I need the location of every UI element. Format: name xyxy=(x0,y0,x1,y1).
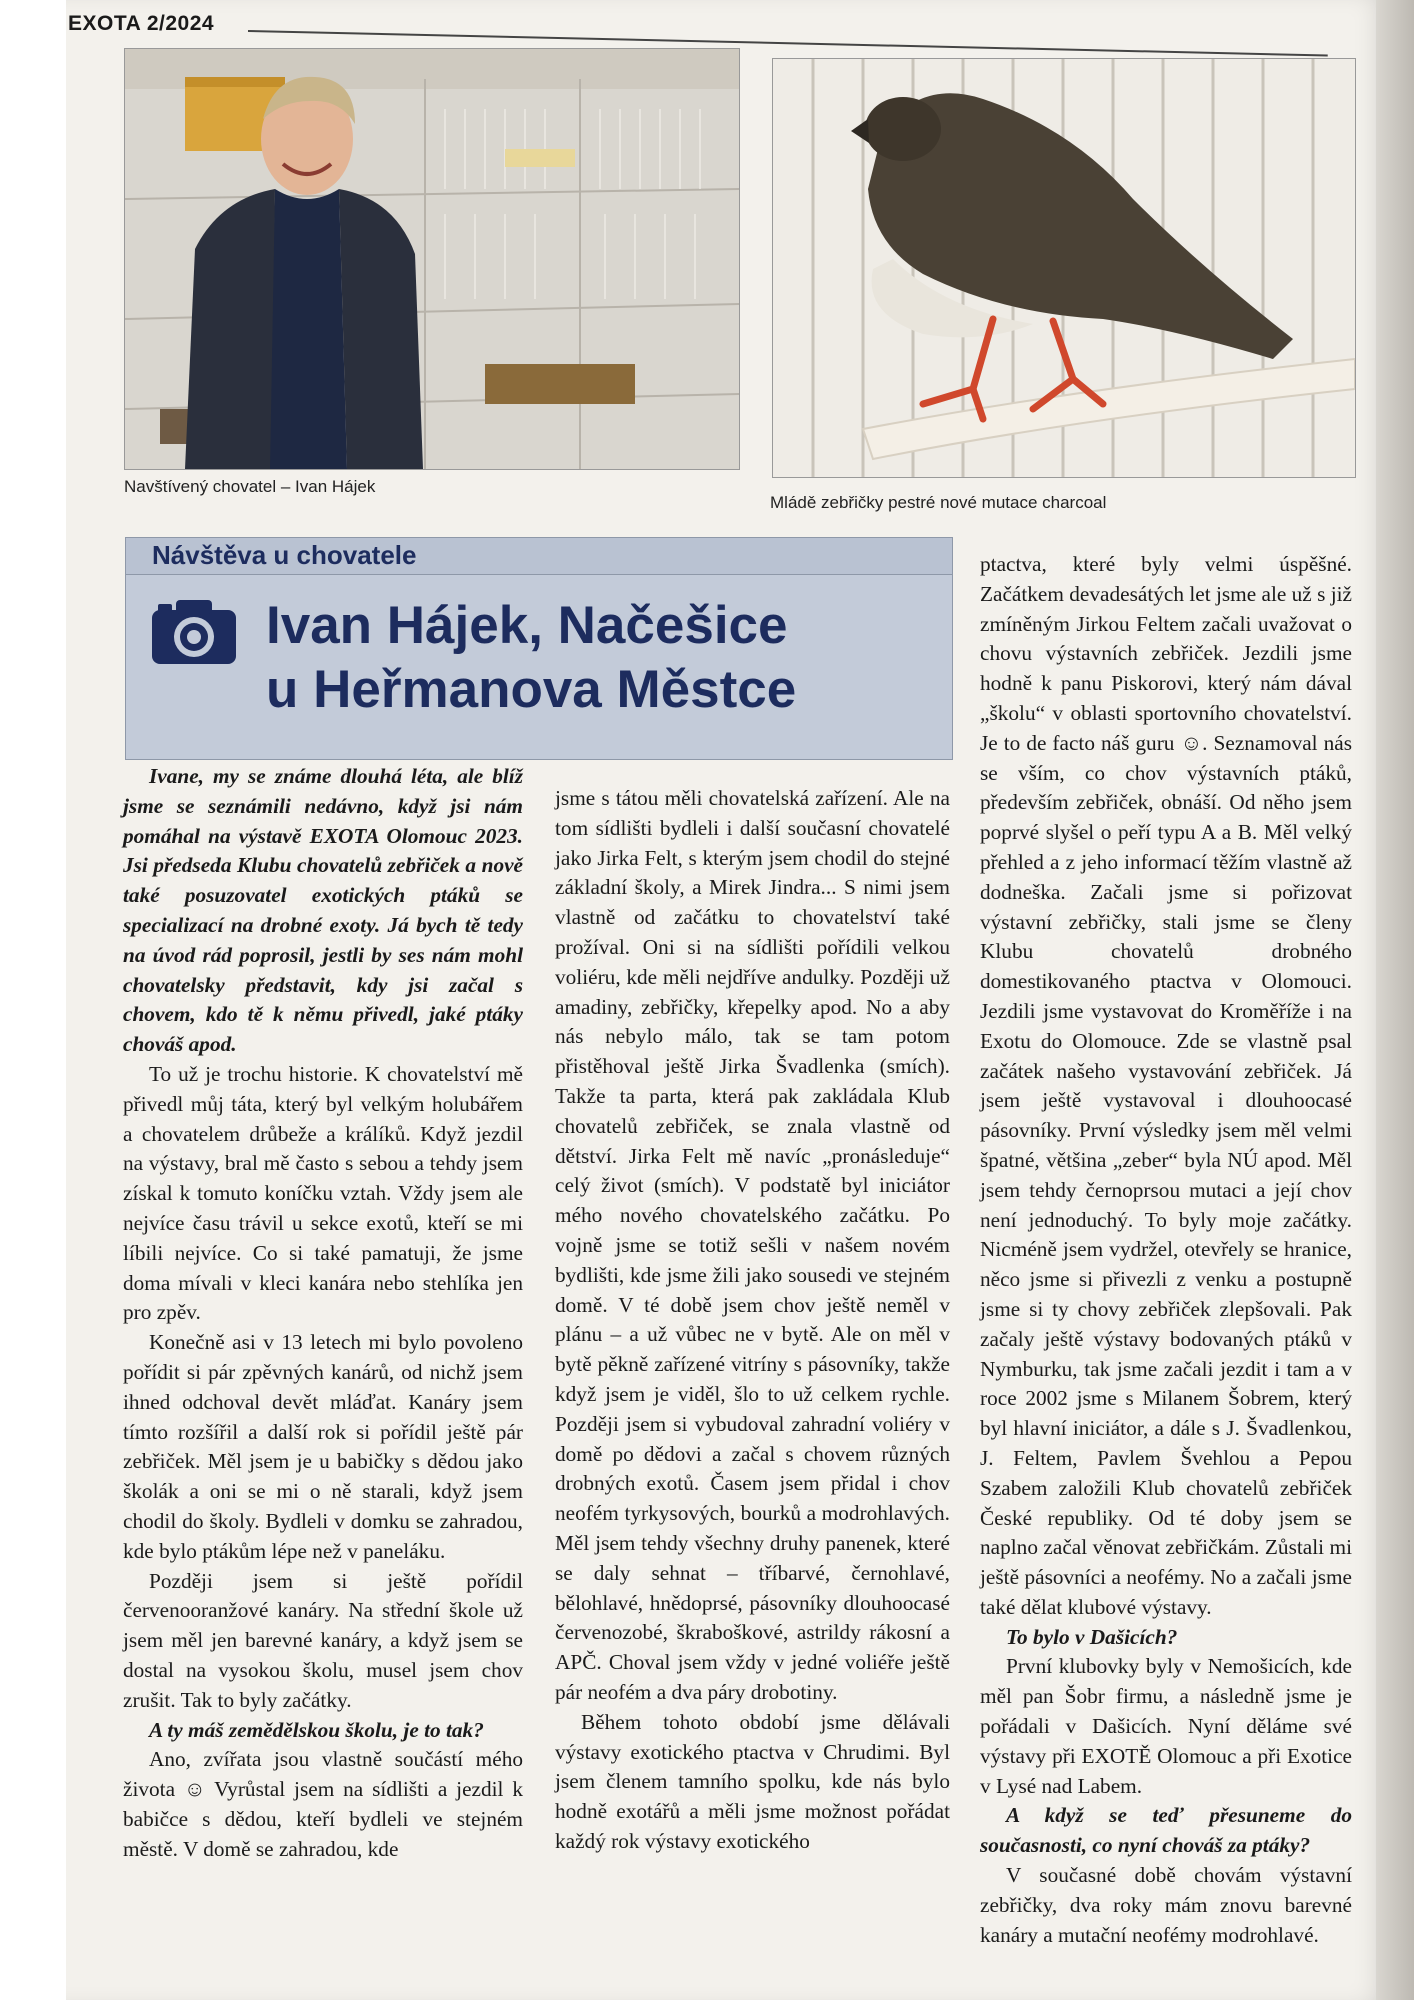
text-column-2 xyxy=(555,784,950,1857)
paragraph: jsme s tátou měli chovatelská zařízení. Ale na tom sídlišti bydleli i další současní chovatelé jako Jirka Felt, s kterým jsem chodil do stejné základní školy, a Mirek Jindra... S nimi jsem vlastně od začátku to chovatelství také prožíval. Oni si na sídlišti pořídili velkou voliéru, kde měli nejdříve andulky. Později už amadiny, zebřičky, křepelky apod. No a aby nás nebylo málo, tak se tam potom přistěhoval ještě Jirka Švadlenka (smích). Takže ta parta, která pak zakládala Klub chovatelů zebřiček, se znala vlastně od dětství. Jirka Felt mě navíc „pronásleduje“ celý život (smích). V podstatě byl iniciátor mého nového chovatelského začátku. Po vojně jsme se totiž sešli v našem novém bydlišti, kde jsme žili jako sousedi ve stejném domě. V té době jsem chov ještě neměl v plánu – a už vůbec ne v bytě. Ale on měl v bytě pěkně zařízené vitríny s pásovníky, takže když jsem je viděl, šlo to už celkem rychle. Později jsem si vybudoval zahradní voliéry v domě po dědovi a začal s chovem různých drobných exotů. Časem jsem přidal i chov neofém tyrkysových, bourků a modrohlavých. Měl jsem tehdy všechny druhy panenek, které se daly sehnat – tříbarvé, černohlavé, bělohlavé, hnědoprsé, pásovníky dlouhoocasé červenozobé, škraboškové, astrildy rákosní a APČ. Choval jsem vždy v jedné voliéře ještě pár neofém a dva páry drobotiny. xyxy=(555,786,950,1704)
article-title xyxy=(266,594,946,722)
finch-photo xyxy=(772,58,1356,478)
interview-question: A ty máš zemědělskou školu, je to tak? xyxy=(149,1717,484,1742)
text-column-1 xyxy=(123,762,523,1864)
issue-label: EXOTA 2/2024 xyxy=(68,12,215,35)
camera-icon xyxy=(150,596,238,666)
page-edge xyxy=(1376,0,1414,2000)
paragraph: Ano, zvířata jsou vlastně součástí mého života ☺ Vyrůstal jsem na sídlišti a jezdil k babičce s dědou, kteří bydleli ve stejném městě. V domě se zahradou, kde xyxy=(123,1747,523,1861)
paragraph: V současné době chovám výstavní zebřičky, dva roky mám znovu barevné kanáry a mutační neofémy modrohlavé. xyxy=(980,1863,1352,1947)
article-title-line2: u Heřmanova Městce xyxy=(266,660,797,719)
finch-photo-illustration xyxy=(773,59,1355,477)
paragraph: Později jsem si ještě pořídil červenooranžové kanáry. Na střední škole už jsem měl jen barevné kanáry, a když jsem se dostal na vysokou školu, musel jsem chov zrušit. Tak to byly začátky. xyxy=(123,1568,523,1712)
paragraph: ptactva, které byly velmi úspěšné. Začátkem devadesátých let jsme ale už s již zmíněným Jirkou Feltem začali uvažovat o chovu výstavních zebřiček. Jezdili jsme hodně k panu Piskorovi, který nám dával „školu“ v oblasti sportovního chovatelství. Je to de facto náš guru ☺. Seznamoval nás se vším, co chov výstavních ptáků, především zebřiček, obnáší. Od něho jsem poprvé slyšel o peří typu A a B. Měl velký přehled a z jeho informací těžím vlastně až dodneška. Začali jsme si pořizovat výstavní zebřičky, stali jsme se členy Klubu chovatelů drobného domestikovaného ptactva v Olomouci. Jezdili jsme vystavovat do Kroměříže i na Exotu do Olomouce. Zde se vlastně psal začátek našeho vystavování zebřiček. Já jsem ještě vystavoval i dlouhoocasé pásovníky. První výsledky jsem měl velmi špatné, většina „zeber“ byla NÚ apod. Měl jsem tehdy černoprsou mutaci a její chov není jednoduchý. To byly moje začátky. Nicméně jsem vydržel, otevřely se hranice, něco jsme si přivezli z venku a postupně jsme si ty chovy zebřiček zlepšovali. Pak začaly ještě výstavy bodovaných ptáků v Nymburku, tak jsme začali jezdit i tam a v roce 2002 jsme s Milanem Šobrem, který byl hlavní iniciátor, a dále s J. Švadlenkou, J. Feltem, Pavlem Švehlou a Pepou Szabem založili Klub chovatelů zebřiček České republiky. Od té doby jsem se naplno začal věnovat zebřičkám. Zůstali mi ještě pásovníci a neofémy. No a začali jsme také dělat klubové výstavy. xyxy=(980,552,1352,1619)
paragraph: První klubovky byly v Nemošicích, kde měl pan Šobr firmu, a následně jsme je pořádali v Dašicích. Nyní děláme své výstavy při EXOTĚ Olomouc a při Exotice v Lysé nad Labem. xyxy=(980,1654,1352,1798)
interview-question: To bylo v Dašicích? xyxy=(1006,1624,1178,1649)
interview-question: A když se teď přesuneme do současnosti, co nyní chováš za ptáky? xyxy=(980,1803,1352,1858)
interview-question: Ivane, my se známe dlouhá léta, ale blíž jsme se seznámili nedávno, když jsi nám pomáhal na výstavě EXOTA Olomouc 2023. Jsi předseda Klubu chovatelů zebřiček a nově také posuzovatel exotických ptáků se specializací na drobné exoty. Já bych tě tedy na úvod rád poprosil, jestli by ses nám mohl chovatelsky představit, kdy jsi začal s chovem, kdo tě k němu přivedl, jaké ptáky chováš apod. xyxy=(123,764,523,1057)
breeder-photo xyxy=(124,48,740,470)
breeder-photo-illustration xyxy=(125,49,739,469)
paragraph: Během tohoto období jsme dělávali výstavy exotického ptactva v Chrudimi. Byl jsem členem tamního spolku, kde nás bylo hodně exotářů a měli jsme možnost pořádat každý rok výstavy exotického xyxy=(555,1709,950,1853)
paragraph: To už je trochu historie. K chovatelství mě přivedl můj táta, který byl velkým holubářem a chovatelem drůbeže a králíků. Když jezdil na výstavy, bral mě často s sebou a tehdy jsem získal k tomuto koníčku vztah. Vždy jsem ale nejvíce času trávil u sekce exotů, kteří se mi líbili nejvíce. Co si také pamatuji, že jsme doma mívali v kleci kanára nebo stehlíka jen pro zpěv. xyxy=(123,1061,523,1325)
paragraph: Konečně asi v 13 letech mi bylo povoleno pořídit si pár zpěvných kanárů, od nichž jsem ihned odchoval devět mláďat. Kanáry jsem tímto rozšířil a další rok si pořídil ještě pár zebřiček. Měl jsem je u babičky s dědou jako školák a oni se mi o ně starali, když jsem chodil do školy. Bydleli v domku se zahradou, kde bylo ptákům lépe než v paneláku. xyxy=(123,1330,523,1563)
text-column-3 xyxy=(980,550,1352,1950)
section-label: Návštěva u chovatele xyxy=(152,540,417,570)
finch-photo-caption: Mládě zebřičky pestré nové mutace charcoal xyxy=(770,493,1107,512)
breeder-photo-caption: Navštívený chovatel – Ivan Hájek xyxy=(124,477,376,496)
article-title-line1: Ivan Hájek, Načešice xyxy=(266,596,788,655)
